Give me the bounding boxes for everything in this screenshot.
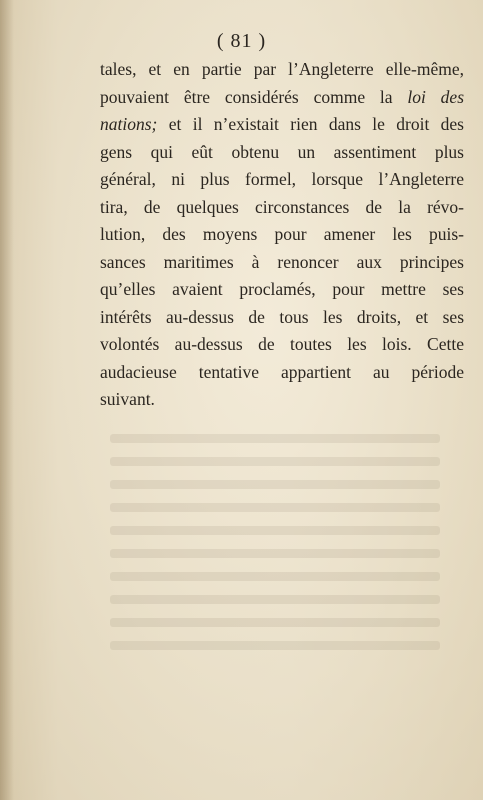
text-line-3 bbox=[100, 111, 464, 139]
text-line-3-roman: et il n’existait rien dans le droit des bbox=[157, 114, 464, 134]
show-through-text bbox=[110, 420, 440, 720]
page-number: ( 81 ) bbox=[216, 30, 267, 52]
text-line-5: général, ni plus formel, lorsque l’Angleterre bbox=[100, 169, 464, 189]
text-line-2 bbox=[100, 84, 464, 112]
text-line-10: intérêts au-dessus de tous les droits, et ses bbox=[100, 306, 464, 327]
text-line-7: lution, des moyens pour amener les puis- bbox=[100, 224, 464, 244]
text-line-4: gens qui eût obtenu un assentiment plus bbox=[100, 141, 464, 162]
page-gutter-shadow bbox=[0, 0, 14, 800]
text-line-2-roman: pouvaient être considérés comme la bbox=[100, 86, 393, 107]
text-line-8: sances maritimes à renoncer aux principes bbox=[100, 251, 464, 272]
text-line-12: audacieuse tentative appartient au période bbox=[100, 361, 464, 382]
text-line-9: qu’elles avaient proclamés, pour mettre ses bbox=[100, 279, 464, 299]
text-line-6: tira, de quelques circonstances de la révo- bbox=[100, 196, 464, 217]
text-line-13: suivant. bbox=[100, 389, 155, 409]
body-text bbox=[100, 56, 464, 414]
text-line-1: tales, et en partie par l’Angleterre elle-même, bbox=[100, 59, 464, 79]
text-line-11: volontés au-dessus de toutes les lois. Cette bbox=[100, 334, 464, 354]
italic-phrase: loi des bbox=[407, 86, 465, 107]
text-line-3-italic: nations; bbox=[100, 114, 158, 134]
